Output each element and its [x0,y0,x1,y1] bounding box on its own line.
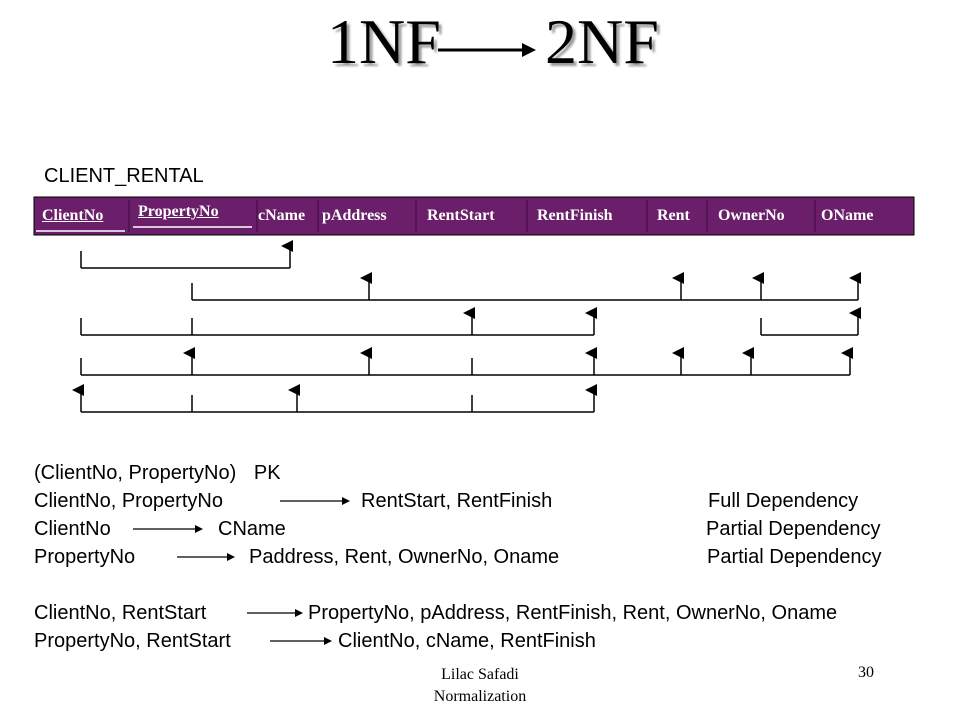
title-2nf: 2NF [545,6,659,77]
dependency-arrow [177,551,241,563]
dependency-rhs: RentStart, RentFinish [361,490,553,512]
dependency-arrow [133,523,209,535]
column-oname: OName [821,207,874,224]
dependency-kind: Full Dependency [708,490,859,512]
dependency-lhs: ClientNo, RentStart [34,602,207,624]
dependency-lhs: ClientNo, PropertyNo [34,490,223,512]
dependency-lhs: ClientNo [34,518,111,540]
column-rentstart: RentStart [427,207,495,224]
page-number: 30 [858,664,874,681]
dependency-arrow [280,495,356,507]
dependency-arrow [247,607,309,619]
footer-author: Lilac Safadi [441,666,519,683]
column-propertyno: PropertyNo [138,203,219,220]
relation-name: CLIENT_RENTAL [44,165,204,187]
column-clientno: ClientNo [42,207,104,224]
dependency-arrow [270,635,338,647]
column-paddress: pAddress [322,207,387,224]
dependency-lhs: PropertyNo [34,546,136,568]
column-rentfinish: RentFinish [537,207,613,224]
column-rent: Rent [657,207,690,224]
pk-lhs: (ClientNo, PropertyNo) [34,462,237,484]
slide-footer [380,664,580,708]
footer-topic: Normalization [433,688,527,705]
dependency-kind: Partial Dependency [707,546,882,568]
pk-rhs: PK [253,462,281,484]
dependency-rhs: ClientNo, cName, RentFinish [338,630,596,652]
column-ownerno: OwnerNo [718,207,785,224]
dependency-rhs: Paddress, Rent, OwnerNo, Oname [249,546,560,568]
pk-line [34,461,281,485]
column-cname: cName [258,207,306,224]
dependency-lhs: PropertyNo, RentStart [34,630,231,652]
title-1nf: 1NF [327,6,441,77]
dependency-rhs: CName [218,518,286,540]
dependency-rhs: PropertyNo, pAddress, RentFinish, Rent, OwnerNo, Oname [308,602,838,624]
dependency-kind: Partial Dependency [706,518,881,540]
